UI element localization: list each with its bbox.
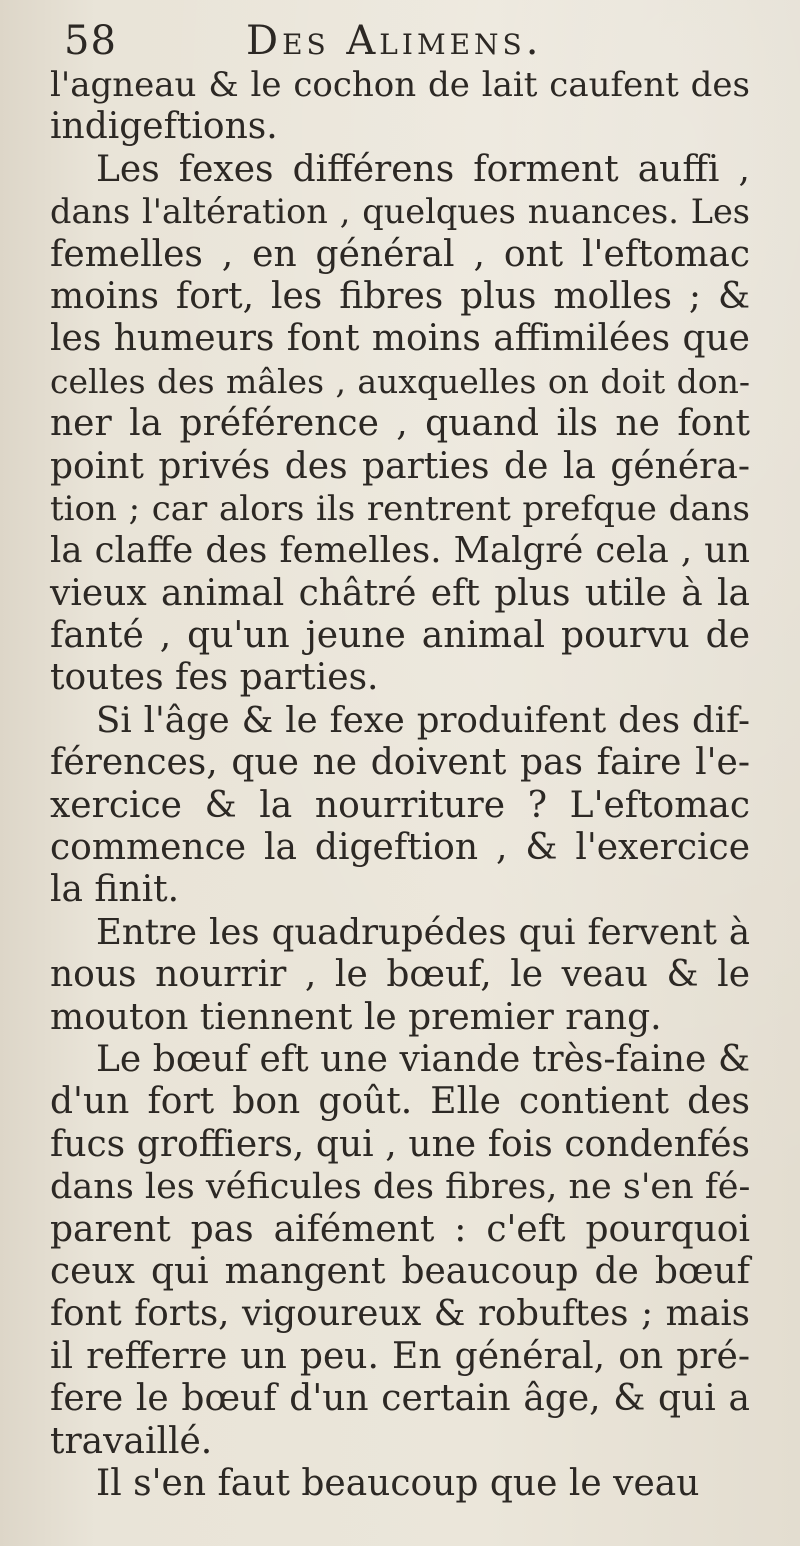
text-line: Entre les quadrupédes qui fervent à <box>96 911 750 953</box>
text-line: ner la préférence , quand ils ne font <box>50 403 750 445</box>
text-line: d'un fort bon goût. Elle contient des <box>50 1081 750 1123</box>
text-line: font forts, vigoureux & robuftes ; mais <box>50 1293 750 1335</box>
text-line: nous nourrir , le bœuf, le veau & le <box>50 954 750 996</box>
text-line: dans les véficules des fibres, ne s'en fé- <box>50 1167 751 1208</box>
text-line: femelles , en général , ont l'eftomac <box>50 233 750 275</box>
text-line: travaillé. <box>50 1420 213 1462</box>
text-line: dans l'altération , quelques nuances. Les <box>50 192 750 232</box>
text-line: moins fort, les fibres plus molles ; & <box>50 275 750 317</box>
text-line: la finit. <box>50 869 180 911</box>
text-line: les humeurs font moins affimilées que <box>50 318 750 360</box>
text-line: fucs groffiers, qui , une fois condenfés <box>50 1123 750 1165</box>
text-line: Les fexes différens forment auffi , <box>96 148 750 190</box>
text-line: ceux qui mangent beaucoup de bœuf <box>50 1250 750 1292</box>
text-line: la claffe des femelles. Malgré cela , un <box>50 530 750 572</box>
text-line: fanté , qu'un jeune animal pourvu de <box>50 615 750 657</box>
text-line: point privés des parties de la généra- <box>50 445 750 487</box>
text-line: l'agneau & le cochon de lait caufent des <box>50 65 750 105</box>
text-line: parent pas aifément : c'eft pourquoi <box>50 1208 750 1250</box>
text-line: xercice & la nourriture ? L'eftomac <box>50 784 750 826</box>
page-header <box>0 14 800 70</box>
text-line: Le bœuf eft une viande très-faine & <box>96 1038 750 1080</box>
text-line: tion ; car alors ils rentrent prefque dans <box>50 488 750 529</box>
text-line: celles des mâles , auxquelles on doit don- <box>50 361 750 401</box>
text-line: fere le bœuf d'un certain âge, & qui a <box>50 1378 750 1420</box>
text-line: mouton tiennent le premier rang. <box>50 996 662 1038</box>
page-number: 58 <box>64 18 117 64</box>
running-title: Des Alimens. <box>246 18 543 64</box>
text-line: Si l'âge & le fexe produifent des dif- <box>96 699 750 741</box>
text-line: Il s'en faut beaucoup que le veau <box>96 1462 700 1504</box>
body-text <box>50 64 750 1505</box>
text-line: commence la digeftion , & l'exercice <box>50 827 750 869</box>
text-line: indigeftions. <box>50 106 278 148</box>
text-line: toutes fes parties. <box>50 657 379 699</box>
text-line: vieux animal châtré eft plus utile à la <box>50 572 750 614</box>
text-line: férences, que ne doivent pas faire l'e- <box>50 742 750 784</box>
text-line: il refferre un peu. En général, on pré- <box>50 1335 750 1377</box>
